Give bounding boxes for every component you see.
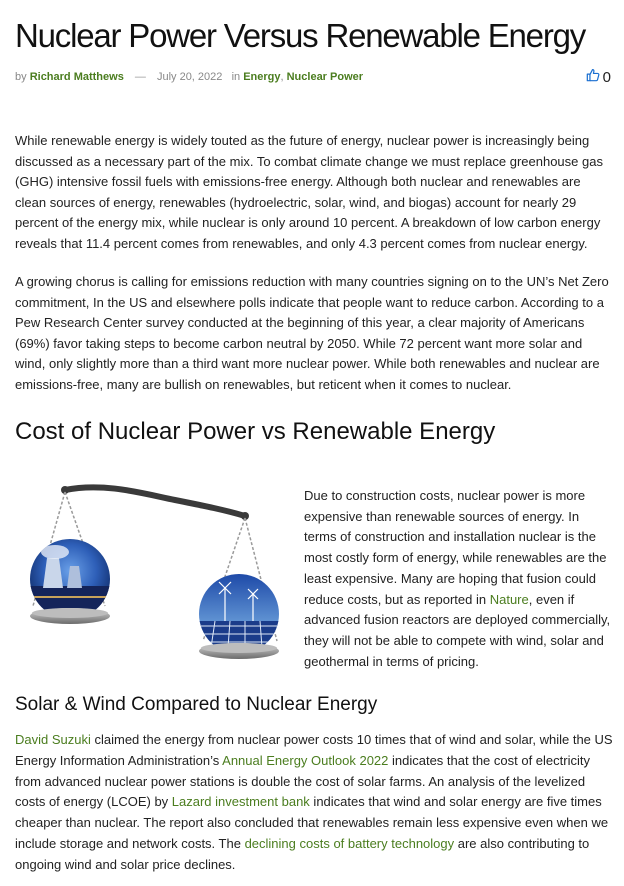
- solar-text-3: indicates that wind and solar energy are five times cheaper than nuclear. The report also concluded that renewables remain less expensive even when we include storage and network costs. The: [15, 794, 609, 851]
- solar-text-2: indicates that the cost of electricity from advanced nuclear power stations is double the cost of solar farms. An analysis of the levelized costs of energy (LCOE) by: [15, 752, 590, 810]
- solar-text-1: claimed the energy from nuclear power costs 10 times that of wind and solar, while the US Energy Information Administration’s: [15, 732, 613, 768]
- article-title: Nuclear Power Versus Renewable Energy: [15, 17, 586, 54]
- link-lazard[interactable]: Lazard investment bank: [171, 794, 310, 810]
- author-link[interactable]: Richard Matthews: [29, 71, 124, 83]
- category-link-energy[interactable]: Energy: [243, 71, 281, 83]
- category-link-nuclear-power[interactable]: Nuclear Power: [286, 71, 364, 83]
- heading-solar-wind: Solar & Wind Compared to Nuclear Energy: [15, 694, 378, 715]
- meta-dash: —: [134, 71, 146, 83]
- meta-by: by: [15, 71, 27, 83]
- link-nature[interactable]: Nature: [489, 591, 529, 607]
- like-button[interactable]: [586, 68, 611, 87]
- cost-text-1: Due to construction costs, nuclear power is more expensive than renewable sources of energy. In terms of construction and installation nuclear is the most costly form of energy, while renewables are the least expensive. Many are hoping that fusion could reduce costs, but as reported in: [304, 488, 607, 607]
- balance-scale-illustration: [15, 476, 295, 664]
- meta-comma: ,: [280, 71, 284, 83]
- link-annual-energy-outlook[interactable]: Annual Energy Outlook 2022: [222, 752, 389, 768]
- paragraph-intro: While renewable energy is widely touted as the future of energy, nuclear power is increasingly being discussed as a necessary part of the mix. To combat climate change we must replace greenhouse gas (GHG) intensive fossil fuels with emissions-free energy. Although both nuclear and renewables are clean sources of energy, renewables (hydroelectric, solar, wind, and biogas) account for nearly 29 percent of the energy mix, while nuclear is only around 10 percent. A breakdown of low carbon energy reveals that 11.4 percent comes from renewables, and only 4.3 percent comes from nuclear energy.: [15, 133, 603, 251]
- solar-text-4: are also contributing to ongoing wind and solar price declines.: [15, 835, 590, 872]
- link-david-suzuki[interactable]: David Suzuki: [15, 732, 91, 747]
- publish-date: July 20, 2022: [156, 71, 223, 83]
- paragraph-cost: [304, 486, 614, 672]
- thumbs-up-icon: [586, 68, 600, 87]
- paragraph-chorus: A growing chorus is calling for emissions reduction with many countries signing on to the UN’s Net Zero commitment, In the US and elsewhere polls indicate that people want to reduce carbon. According to a Pew Research Center survey conducted at the beginning of this year, a clear majority of Americans (69%) favor taking steps to become carbon neutral by 2050. While 72 percent want more solar and wind, only slightly more than a third want more nuclear power. While both renewables and nuclear are emissions-free, many are bullish on renewables, but reticent when it comes to nuclear.: [15, 274, 609, 392]
- like-count: 0: [602, 68, 611, 86]
- paragraph-solar-wind: [15, 730, 613, 876]
- link-battery-costs[interactable]: declining costs of battery technology: [244, 835, 455, 851]
- heading-cost: Cost of Nuclear Power vs Renewable Energy: [15, 418, 496, 445]
- article-meta: [15, 68, 611, 86]
- meta-in: in: [231, 71, 241, 83]
- cost-text-2: , even if advanced fusion reactors are deployed commercially, they will not be able to compete with wind, solar and geothermal in terms of pricing.: [304, 591, 611, 669]
